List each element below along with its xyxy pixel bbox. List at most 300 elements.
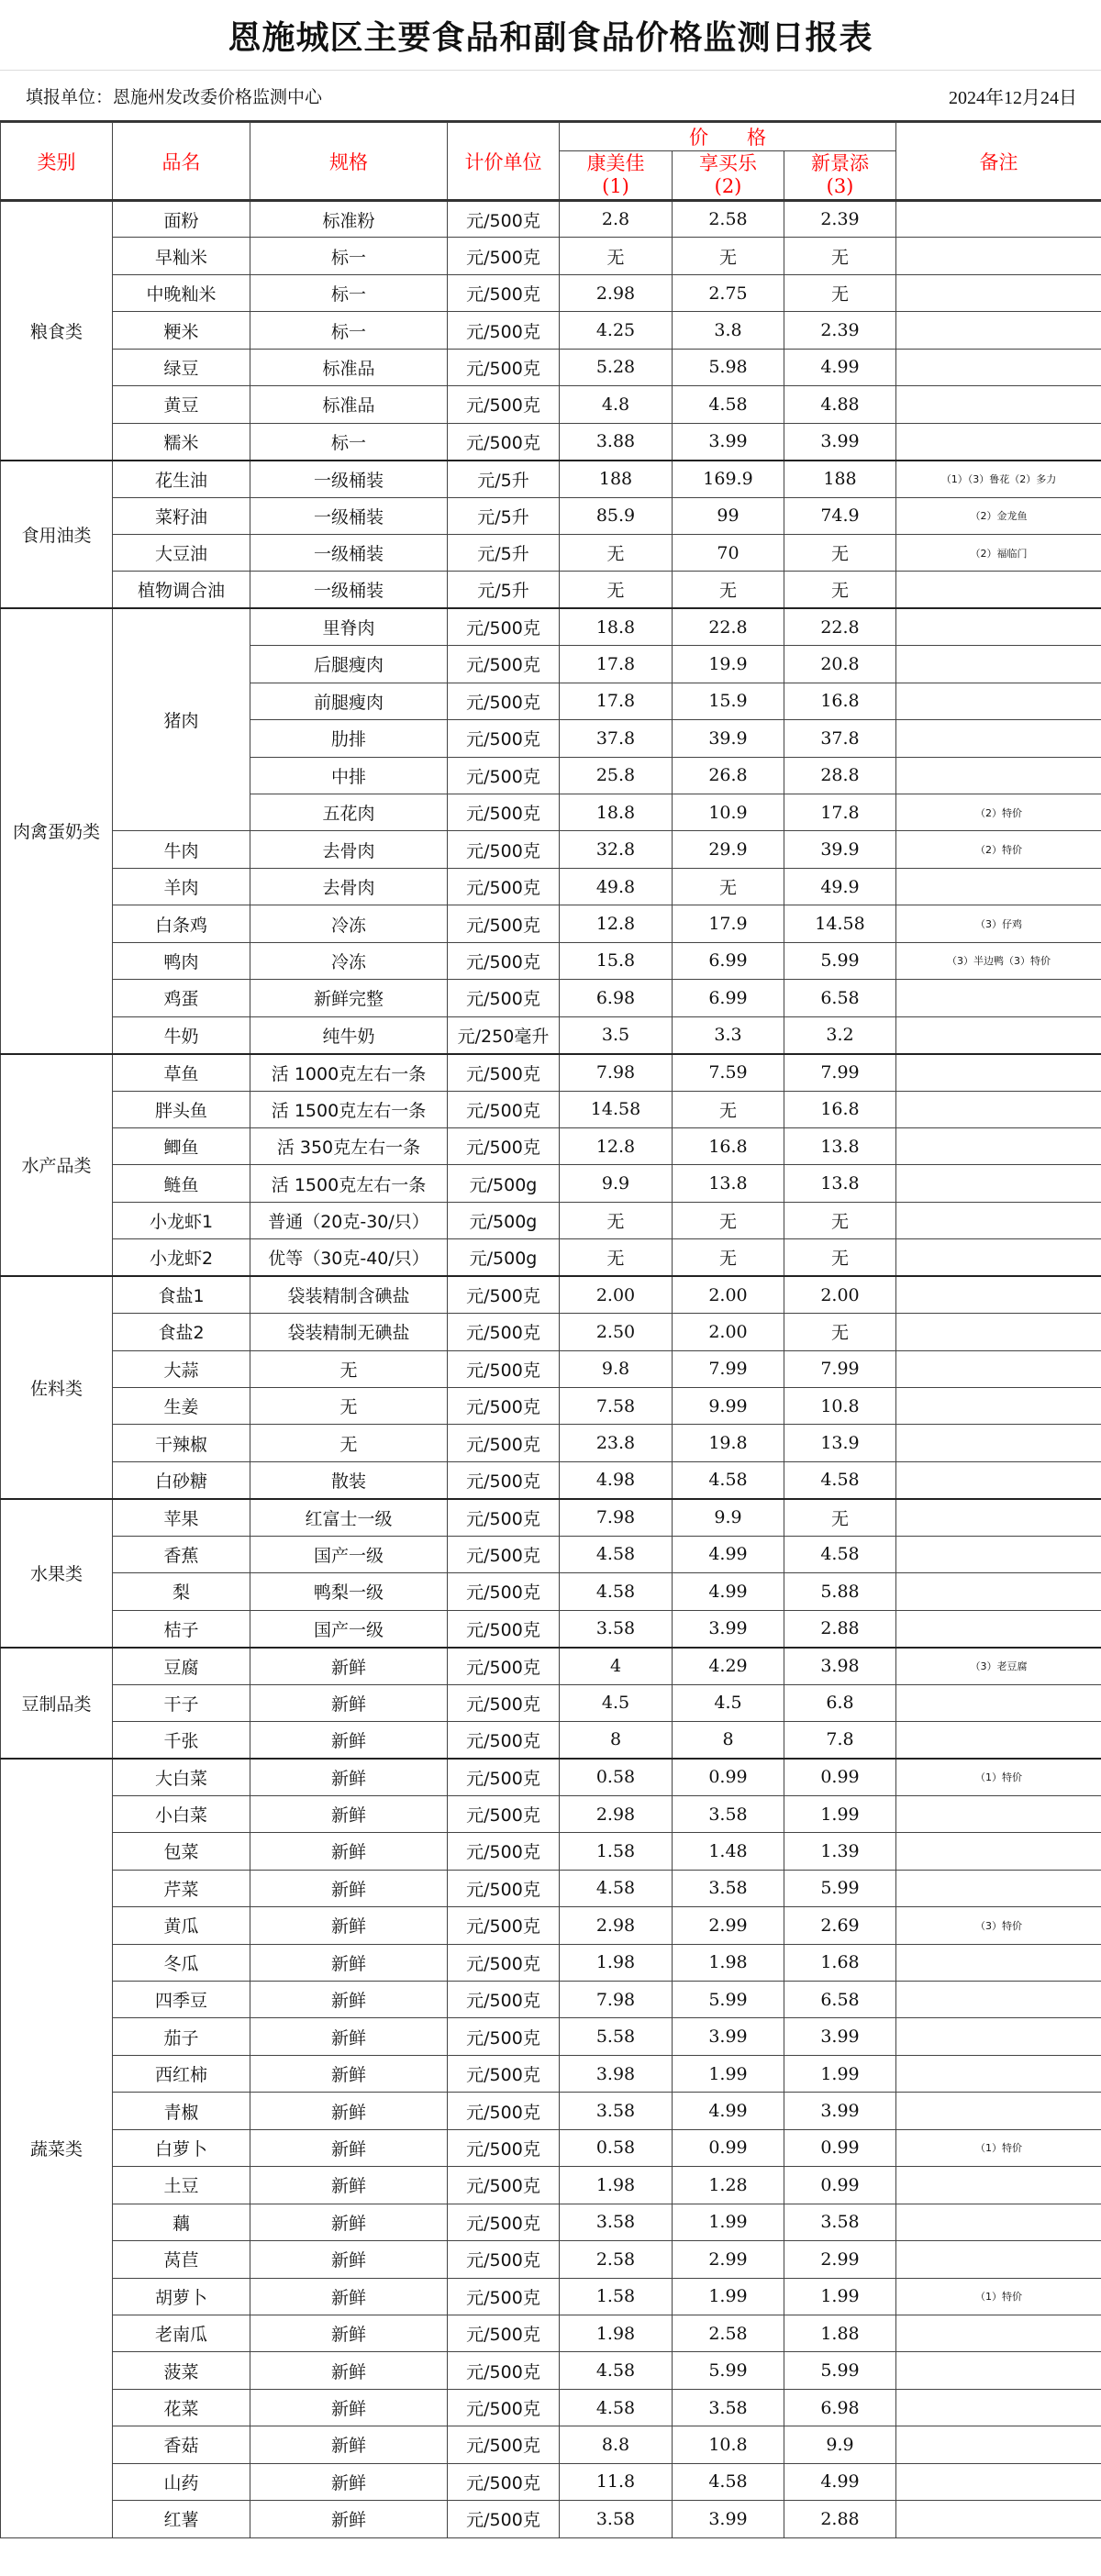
item-name: 大蒜: [113, 1350, 250, 1387]
price-store-3: 16.8: [784, 683, 896, 719]
note: （1）特价: [896, 2278, 1101, 2315]
spec: 新鲜: [250, 2426, 448, 2463]
table-row: [1, 2315, 1101, 2351]
price-store-3: 2.00: [784, 1276, 896, 1313]
spec: 新鲜: [250, 2018, 448, 2055]
table-row: [1, 1016, 1101, 1053]
price-store-2: 2.00: [673, 1314, 784, 1350]
table-row: [1, 201, 1101, 238]
price-store-1: 8: [560, 1721, 673, 1758]
price-store-2: 1.28: [673, 2167, 784, 2204]
unit: 元/500克: [448, 757, 560, 794]
note: [896, 1388, 1101, 1425]
table-row: [1, 1944, 1101, 1981]
note: [896, 1795, 1101, 1832]
price-store-3: 无: [784, 274, 896, 311]
item-name: 藕: [113, 2204, 250, 2240]
note: [896, 757, 1101, 794]
spec: 无: [250, 1425, 448, 1461]
price-store-3: 10.8: [784, 1388, 896, 1425]
price-store-3: 1.39: [784, 1833, 896, 1870]
header-name: 品名: [113, 123, 250, 201]
spec: 活 1000克左右一条: [250, 1054, 448, 1091]
note: （3）老豆腐: [896, 1648, 1101, 1684]
table-row: [1, 2204, 1101, 2240]
category-cell: 粮食类: [1, 201, 113, 461]
item-name: 食盐1: [113, 1276, 250, 1313]
price-store-1: 17.8: [560, 683, 673, 719]
spec: 鸭梨一级: [250, 1573, 448, 1610]
table-row: [1, 2167, 1101, 2204]
item-name: 生姜: [113, 1388, 250, 1425]
unit: 元/500克: [448, 794, 560, 831]
unit: 元/500克: [448, 980, 560, 1016]
price-store-3: 2.88: [784, 1610, 896, 1647]
price-store-2: 3.58: [673, 1870, 784, 1906]
price-store-1: 7.98: [560, 1054, 673, 1091]
item-name: 白砂糖: [113, 1461, 250, 1498]
unit: 元/500克: [448, 1833, 560, 1870]
spec: 国产一级: [250, 1610, 448, 1647]
price-store-1: 3.88: [560, 423, 673, 460]
table-row: [1, 386, 1101, 423]
price-store-2: 1.98: [673, 1944, 784, 1981]
price-store-3: 16.8: [784, 1091, 896, 1127]
note: [896, 1461, 1101, 1498]
price-store-2: 7.99: [673, 1350, 784, 1387]
item-name: 小白菜: [113, 1795, 250, 1832]
table-row: [1, 2241, 1101, 2278]
price-store-1: 无: [560, 572, 673, 608]
note: [896, 720, 1101, 757]
note: [896, 2389, 1101, 2426]
spec: 新鲜: [250, 2167, 448, 2204]
price-store-1: 2.98: [560, 1907, 673, 1944]
spec: 新鲜: [250, 2055, 448, 2092]
price-store-1: 1.98: [560, 2315, 673, 2351]
price-store-1: 32.8: [560, 831, 673, 868]
price-store-2: 4.29: [673, 1648, 784, 1684]
unit: 元/500克: [448, 646, 560, 683]
category-cell: 水产品类: [1, 1054, 113, 1277]
item-name: 梨: [113, 1573, 250, 1610]
price-store-3: 6.98: [784, 2389, 896, 2426]
price-store-1: 无: [560, 238, 673, 274]
spec: 无: [250, 1388, 448, 1425]
price-store-2: 无: [673, 238, 784, 274]
unit: 元/500克: [448, 868, 560, 905]
price-store-2: 4.58: [673, 2463, 784, 2500]
price-store-2: 9.99: [673, 1388, 784, 1425]
table-row: [1, 2278, 1101, 2315]
price-store-1: 7.98: [560, 1499, 673, 1536]
unit: 元/500克: [448, 1982, 560, 2018]
note: [896, 1833, 1101, 1870]
item-name: 植物调合油: [113, 572, 250, 608]
spec: 新鲜: [250, 1795, 448, 1832]
header-store-1: 康美佳 (1): [560, 151, 673, 201]
item-name: 羊肉: [113, 868, 250, 905]
note: [896, 2167, 1101, 2204]
price-store-2: 2.58: [673, 201, 784, 238]
spec: 新鲜: [250, 2204, 448, 2240]
price-store-3: 4.99: [784, 2463, 896, 2500]
price-store-2: 无: [673, 868, 784, 905]
unit: 元/500克: [448, 312, 560, 349]
unit: 元/500g: [448, 1165, 560, 1202]
price-store-3: 5.99: [784, 942, 896, 979]
price-store-2: 2.99: [673, 2241, 784, 2278]
note: （3）特价: [896, 1907, 1101, 1944]
price-store-2: 39.9: [673, 720, 784, 757]
price-store-1: 3.58: [560, 2093, 673, 2129]
table-row: [1, 1499, 1101, 1536]
unit: 元/500克: [448, 683, 560, 719]
item-name: 白萝卜: [113, 2129, 250, 2166]
table-row: [1, 1573, 1101, 1610]
price-store-1: 23.8: [560, 1425, 673, 1461]
item-name: 鸭肉: [113, 942, 250, 979]
price-store-3: 3.98: [784, 1648, 896, 1684]
price-store-3: 1.88: [784, 2315, 896, 2351]
note: [896, 1536, 1101, 1572]
note: [896, 683, 1101, 719]
unit: 元/500克: [448, 2315, 560, 2351]
price-store-1: 4.58: [560, 2389, 673, 2426]
note: [896, 1982, 1101, 2018]
price-store-2: 3.99: [673, 1610, 784, 1647]
item-name: 冬瓜: [113, 1944, 250, 1981]
price-store-1: 8.8: [560, 2426, 673, 2463]
unit: 元/500克: [448, 1499, 560, 1536]
table-row: [1, 980, 1101, 1016]
item-name: 绿豆: [113, 349, 250, 385]
unit: 元/500克: [448, 905, 560, 942]
price-store-3: 6.58: [784, 1982, 896, 2018]
note: [896, 2463, 1101, 2500]
price-store-2: 4.99: [673, 1536, 784, 1572]
note: （1）（3）鲁花（2）多力: [896, 461, 1101, 497]
unit: 元/500克: [448, 1721, 560, 1758]
spec: 新鲜: [250, 2093, 448, 2129]
table-row: [1, 1536, 1101, 1572]
unit: 元/500克: [448, 1610, 560, 1647]
price-store-3: 14.58: [784, 905, 896, 942]
price-store-2: 0.99: [673, 1759, 784, 1795]
price-store-1: 18.8: [560, 608, 673, 645]
spec: 一级桶装: [250, 572, 448, 608]
price-table: [0, 122, 1101, 2538]
table-row: [1, 1350, 1101, 1387]
spec: 肋排: [250, 720, 448, 757]
price-store-1: 7.98: [560, 1982, 673, 2018]
note: [896, 608, 1101, 645]
table-row: [1, 2055, 1101, 2092]
item-name: 青椒: [113, 2093, 250, 2129]
price-store-2: 4.58: [673, 386, 784, 423]
item-name: 早籼米: [113, 238, 250, 274]
spec: 冷冻: [250, 905, 448, 942]
unit: 元/500克: [448, 386, 560, 423]
spec: 前腿瘦肉: [250, 683, 448, 719]
header-spec: 规格: [250, 123, 448, 201]
price-store-3: 无: [784, 572, 896, 608]
table-row: [1, 461, 1101, 497]
note: [896, 238, 1101, 274]
spec: 新鲜: [250, 1833, 448, 1870]
unit: 元/500克: [448, 274, 560, 311]
table-row: [1, 572, 1101, 608]
note: [896, 868, 1101, 905]
spec: 袋装精制含碘盐: [250, 1276, 448, 1313]
price-store-3: 1.99: [784, 1795, 896, 1832]
table-header: [1, 123, 1101, 201]
item-name: 鲫鱼: [113, 1127, 250, 1164]
unit: 元/5升: [448, 534, 560, 571]
price-store-3: 1.99: [784, 2055, 896, 2092]
price-store-2: 0.99: [673, 2129, 784, 2166]
item-name: 牛肉: [113, 831, 250, 868]
price-store-2: 1.48: [673, 1833, 784, 1870]
note: [896, 1350, 1101, 1387]
price-store-2: 2.99: [673, 1907, 784, 1944]
unit: 元/500g: [448, 1202, 560, 1238]
price-store-1: 2.50: [560, 1314, 673, 1350]
note: [896, 2093, 1101, 2129]
price-store-3: 188: [784, 461, 896, 497]
unit: 元/250毫升: [448, 1016, 560, 1053]
spec: 新鲜: [250, 2278, 448, 2315]
spec: 新鲜: [250, 1944, 448, 1981]
item-name: 小龙虾1: [113, 1202, 250, 1238]
spec: 标准粉: [250, 201, 448, 238]
price-store-1: 18.8: [560, 794, 673, 831]
category-cell: 食用油类: [1, 461, 113, 609]
price-store-3: 无: [784, 238, 896, 274]
item-name: 粳米: [113, 312, 250, 349]
price-store-3: 2.39: [784, 201, 896, 238]
price-store-2: 3.99: [673, 2501, 784, 2537]
item-name: 红薯: [113, 2501, 250, 2537]
table-row: [1, 2129, 1101, 2166]
note: [896, 2055, 1101, 2092]
item-name: 花菜: [113, 2389, 250, 2426]
price-store-2: 1.99: [673, 2204, 784, 2240]
spec: 普通（20克-30/只）: [250, 1202, 448, 1238]
price-store-3: 3.99: [784, 2093, 896, 2129]
item-name: 千张: [113, 1721, 250, 1758]
spec: 标准品: [250, 349, 448, 385]
price-store-1: 7.58: [560, 1388, 673, 1425]
price-store-1: 17.8: [560, 646, 673, 683]
item-name: 糯米: [113, 423, 250, 460]
table-row: [1, 497, 1101, 534]
price-store-3: 1.99: [784, 2278, 896, 2315]
item-name: 茄子: [113, 2018, 250, 2055]
table-row: [1, 1795, 1101, 1832]
unit: 元/500克: [448, 1573, 560, 1610]
price-store-1: 11.8: [560, 2463, 673, 2500]
spec: 一级桶装: [250, 497, 448, 534]
spec: 活 1500克左右一条: [250, 1091, 448, 1127]
price-store-3: 39.9: [784, 831, 896, 868]
price-store-1: 6.98: [560, 980, 673, 1016]
price-store-2: 无: [673, 572, 784, 608]
item-name: 老南瓜: [113, 2315, 250, 2351]
spec: 新鲜: [250, 2129, 448, 2166]
spec: 新鲜: [250, 2241, 448, 2278]
unit: 元/500克: [448, 1425, 560, 1461]
price-store-1: 49.8: [560, 868, 673, 905]
spec: 五花肉: [250, 794, 448, 831]
price-store-3: 无: [784, 1202, 896, 1238]
unit: 元/500克: [448, 1536, 560, 1572]
spec: 去骨肉: [250, 868, 448, 905]
price-store-3: 无: [784, 1499, 896, 1536]
spec: 活 1500克左右一条: [250, 1165, 448, 1202]
note: [896, 1016, 1101, 1053]
unit: 元/500克: [448, 1127, 560, 1164]
note: [896, 572, 1101, 608]
note: [896, 201, 1101, 238]
report-info-row: [0, 71, 1101, 122]
spec: 新鲜: [250, 2463, 448, 2500]
price-store-2: 22.8: [673, 608, 784, 645]
item-name: 干辣椒: [113, 1425, 250, 1461]
item-name: 香菇: [113, 2426, 250, 2463]
note: （2）金龙鱼: [896, 497, 1101, 534]
note: （2）特价: [896, 831, 1101, 868]
price-store-2: 4.99: [673, 1573, 784, 1610]
price-store-2: 19.8: [673, 1425, 784, 1461]
note: [896, 1054, 1101, 1091]
price-store-3: 1.68: [784, 1944, 896, 1981]
unit: 元/500克: [448, 2463, 560, 2500]
report-date: 2024年12月24日: [949, 87, 1077, 108]
table-row: [1, 423, 1101, 460]
note: [896, 1944, 1101, 1981]
price-store-3: 5.99: [784, 1870, 896, 1906]
price-store-2: 4.99: [673, 2093, 784, 2129]
unit: 元/500克: [448, 720, 560, 757]
price-store-2: 19.9: [673, 646, 784, 683]
price-store-2: 无: [673, 1091, 784, 1127]
spec: 新鲜: [250, 1759, 448, 1795]
table-body: [1, 201, 1101, 2538]
price-store-1: 4.58: [560, 1573, 673, 1610]
spec: 里脊肉: [250, 608, 448, 645]
note: [896, 1870, 1101, 1906]
price-store-1: 2.8: [560, 201, 673, 238]
note: （2）福临门: [896, 534, 1101, 571]
spec: 一级桶装: [250, 461, 448, 497]
table-row: [1, 2501, 1101, 2537]
price-store-1: 4.58: [560, 1536, 673, 1572]
spec: 标一: [250, 312, 448, 349]
spec: 标一: [250, 274, 448, 311]
unit: 元/500克: [448, 1684, 560, 1721]
item-name: 中晚籼米: [113, 274, 250, 311]
spec: 新鲜: [250, 1982, 448, 2018]
spec: 冷冻: [250, 942, 448, 979]
price-store-3: 无: [784, 534, 896, 571]
table-row: [1, 312, 1101, 349]
note: [896, 1684, 1101, 1721]
note: [896, 1127, 1101, 1164]
price-store-2: 3.3: [673, 1016, 784, 1053]
spec: 优等（30克-40/只）: [250, 1239, 448, 1276]
note: [896, 1573, 1101, 1610]
table-row: [1, 1461, 1101, 1498]
price-store-2: 26.8: [673, 757, 784, 794]
item-name: 鸡蛋: [113, 980, 250, 1016]
unit: 元/500克: [448, 238, 560, 274]
price-store-2: 2.75: [673, 274, 784, 311]
spec: 散装: [250, 1461, 448, 1498]
note: [896, 2501, 1101, 2537]
price-store-3: 2.69: [784, 1907, 896, 1944]
table-row: [1, 2426, 1101, 2463]
price-store-2: 5.99: [673, 1982, 784, 2018]
unit: 元/500g: [448, 1239, 560, 1276]
price-store-1: 3.5: [560, 1016, 673, 1053]
price-store-3: 5.88: [784, 1573, 896, 1610]
note: [896, 1499, 1101, 1536]
price-store-1: 14.58: [560, 1091, 673, 1127]
table-row: [1, 831, 1101, 868]
table-row: [1, 1870, 1101, 1906]
price-store-3: 2.99: [784, 2241, 896, 2278]
note: [896, 2204, 1101, 2240]
price-store-1: 4: [560, 1648, 673, 1684]
price-store-1: 2.00: [560, 1276, 673, 1313]
item-name: 食盐2: [113, 1314, 250, 1350]
note: [896, 1610, 1101, 1647]
note: [896, 1314, 1101, 1350]
table-row: [1, 2093, 1101, 2129]
price-store-2: 1.99: [673, 2055, 784, 2092]
price-store-1: 9.9: [560, 1165, 673, 1202]
unit: 元/500克: [448, 2018, 560, 2055]
note: [896, 1165, 1101, 1202]
price-store-1: 无: [560, 1202, 673, 1238]
note: [896, 1276, 1101, 1313]
header-note: 备注: [896, 123, 1101, 201]
note: [896, 2426, 1101, 2463]
price-store-1: 2.58: [560, 2241, 673, 2278]
price-store-2: 29.9: [673, 831, 784, 868]
note: （1）特价: [896, 2129, 1101, 2166]
price-store-3: 17.8: [784, 794, 896, 831]
note: （3）仔鸡: [896, 905, 1101, 942]
table-row: [1, 1982, 1101, 2018]
spec: 标准品: [250, 386, 448, 423]
category-cell: 豆制品类: [1, 1648, 113, 1759]
table-row: [1, 1276, 1101, 1313]
unit: 元/500克: [448, 1648, 560, 1684]
price-store-1: 1.98: [560, 1944, 673, 1981]
unit: 元/500克: [448, 2389, 560, 2426]
unit: 元/500克: [448, 942, 560, 979]
table-row: [1, 1610, 1101, 1647]
price-store-3: 74.9: [784, 497, 896, 534]
table-row: [1, 1239, 1101, 1276]
unit: 元/500克: [448, 2167, 560, 2204]
note: [896, 1425, 1101, 1461]
price-store-3: 0.99: [784, 1759, 896, 1795]
price-store-2: 1.99: [673, 2278, 784, 2315]
note: [896, 1091, 1101, 1127]
